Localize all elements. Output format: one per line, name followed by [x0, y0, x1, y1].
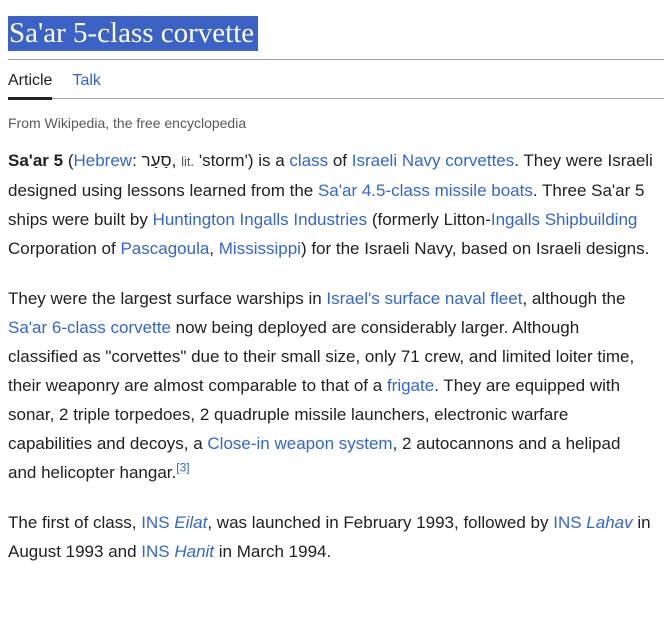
wiki-link[interactable]: Huntington Ingalls Industries: [152, 210, 368, 229]
wiki-link[interactable]: Sa'ar 4.5-class missile boats: [317, 181, 533, 200]
text-segment: in August 1993 and: [8, 513, 651, 561]
text-segment: (formerly Litton-: [367, 210, 491, 229]
text-segment: , 2 autocannons and a helipad and helicopter hangar.: [8, 434, 621, 482]
site-subtitle: From Wikipedia, the free encyclopedia: [8, 115, 247, 131]
title-selection: Sa'ar 5-class corvette: [8, 16, 258, 51]
hebrew-text: סַעַר: [141, 151, 172, 170]
wiki-link[interactable]: Eilat: [174, 513, 208, 532]
tab-talk[interactable]: Talk: [72, 72, 101, 89]
text-segment: . They are equipped with sonar, 2 triple torpedoes, 2 quadruple missile launchers, electronic warfare capabilities and decoys, a: [8, 376, 621, 453]
reference-link[interactable]: [3]: [176, 460, 190, 475]
wiki-link[interactable]: Ingalls Shipbuilding: [490, 210, 638, 229]
article-body: [8, 146, 664, 566]
text-segment: in March 1994.: [214, 542, 332, 561]
wiki-link[interactable]: Sa'ar 6-class corvette: [8, 318, 171, 337]
wiki-link[interactable]: Lahav: [586, 513, 633, 532]
text-segment: . Three Sa'ar 5 ships were built by: [8, 181, 645, 229]
text-segment: , although the: [522, 289, 626, 308]
text-segment: , was launched in February 1993, followed by: [207, 513, 554, 532]
text-segment: The first of class,: [8, 513, 142, 532]
text-segment: ,: [209, 239, 219, 258]
wiki-link[interactable]: frigate: [386, 376, 435, 395]
text-segment: :: [132, 151, 142, 170]
article-paragraph: [8, 284, 653, 487]
text-segment: ) for the Israeli Navy, based on Israeli designs.: [300, 239, 650, 258]
text-segment: Corporation of: [8, 239, 121, 258]
wiki-link[interactable]: Close-in weapon system: [207, 434, 393, 453]
tab-article[interactable]: Article: [8, 72, 52, 100]
page-title: [8, 13, 664, 60]
literal-abbr: lit.: [181, 154, 195, 169]
article-paragraph: [8, 508, 653, 566]
wiki-link[interactable]: Hebrew: [73, 151, 133, 170]
wiki-link[interactable]: INS: [553, 513, 587, 532]
wiki-link[interactable]: Hanit: [174, 542, 215, 561]
article-paragraph: [8, 146, 653, 263]
wiki-link[interactable]: Israel's surface naval fleet: [326, 289, 523, 308]
tab-bar: [8, 72, 664, 99]
text-segment: . They were Israeli designed using lessons learned from the: [8, 151, 653, 200]
text-segment: They were the largest surface warships in: [8, 289, 327, 308]
text-segment: Sa'ar 5: [8, 151, 64, 170]
wiki-link[interactable]: INS: [141, 513, 175, 532]
wiki-link[interactable]: Israeli Navy corvettes: [351, 151, 515, 170]
text-segment: 'storm') is a: [194, 151, 290, 170]
article-page: [8, 13, 664, 566]
text-segment: now being deployed are considerably larger. Although classified as "corvettes" due to their small size, only 71 crew, and limited loiter time, their weaponry are almost comparable to that of a: [8, 318, 635, 395]
wiki-link[interactable]: Mississippi: [218, 239, 301, 258]
wiki-link[interactable]: INS: [141, 542, 175, 561]
text-segment: ,: [171, 151, 182, 170]
wiki-link[interactable]: Pascagoula: [120, 239, 210, 258]
wiki-link[interactable]: class: [289, 151, 329, 170]
text-segment: (: [63, 151, 74, 170]
text-segment: of: [328, 151, 352, 170]
